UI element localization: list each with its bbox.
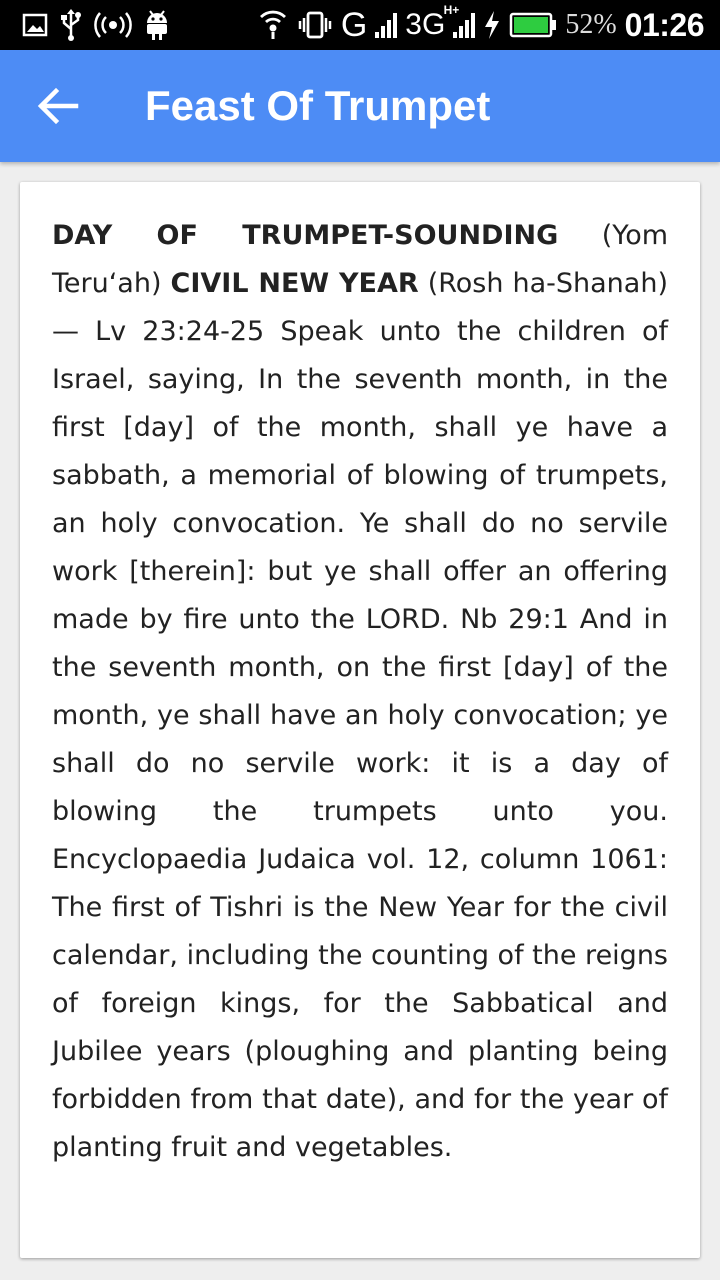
network-g-label: G xyxy=(340,6,368,44)
wifi-tether-icon xyxy=(257,10,289,40)
app-bar xyxy=(0,50,720,162)
hotspot-icon xyxy=(94,11,132,39)
charging-icon xyxy=(483,11,501,39)
article-text-part-1: (Yom Teru‘ah) xyxy=(52,220,669,299)
back-button[interactable] xyxy=(30,78,86,134)
vibrate-icon xyxy=(297,10,333,40)
image-icon xyxy=(22,12,48,38)
network-3g-text: 3G xyxy=(405,8,446,41)
usb-icon xyxy=(60,9,82,41)
status-system xyxy=(257,0,704,50)
page-title: Feast Of Trumpet xyxy=(145,82,491,129)
status-notifications xyxy=(22,0,170,50)
battery-icon xyxy=(509,12,557,38)
status-clock: 01:26 xyxy=(624,6,704,43)
signal-icon-1 xyxy=(375,12,397,38)
article-text xyxy=(52,212,668,1172)
android-icon xyxy=(144,9,170,41)
arrow-back-icon xyxy=(36,84,80,128)
network-hplus-badge: H+ xyxy=(443,3,460,17)
network-3g-label xyxy=(405,3,460,41)
article-text-part-2: (Rosh ha-Shanah) — Lv 23:24-25 Speak unto the children of Israel, saying, In the seventh month, in the first [day] of the month, shall ye have a sabbath, a memorial of blowing of trumpets, an holy convocation. Ye shall do no servile work [therein]: but ye shall offer an offering made by fire unto the LORD. Nb 29:1 And in the seventh month, on the first [day] of the month, ye shall have an holy convocation; ye shall do no servile work: it is a day of blowing the trumpets unto you. Encyclopaedia Judaica vol. 12, column 1061: The first of Tishri is the New Year for the civil calendar, including the counting of the reigns of foreign kings, for the Sabbatical and Jubilee years (ploughing and planting being forbidden from that date), and for the year of planting fruit and vegetables. xyxy=(52,268,668,1163)
content-card xyxy=(20,182,700,1258)
article-heading-day-of-trumpet: DAY OF TRUMPET-SOUNDING xyxy=(52,220,559,251)
article-heading-civil-new-year: CIVIL NEW YEAR xyxy=(170,268,419,299)
battery-percent: 52% xyxy=(565,9,617,40)
status-bar xyxy=(0,0,720,50)
